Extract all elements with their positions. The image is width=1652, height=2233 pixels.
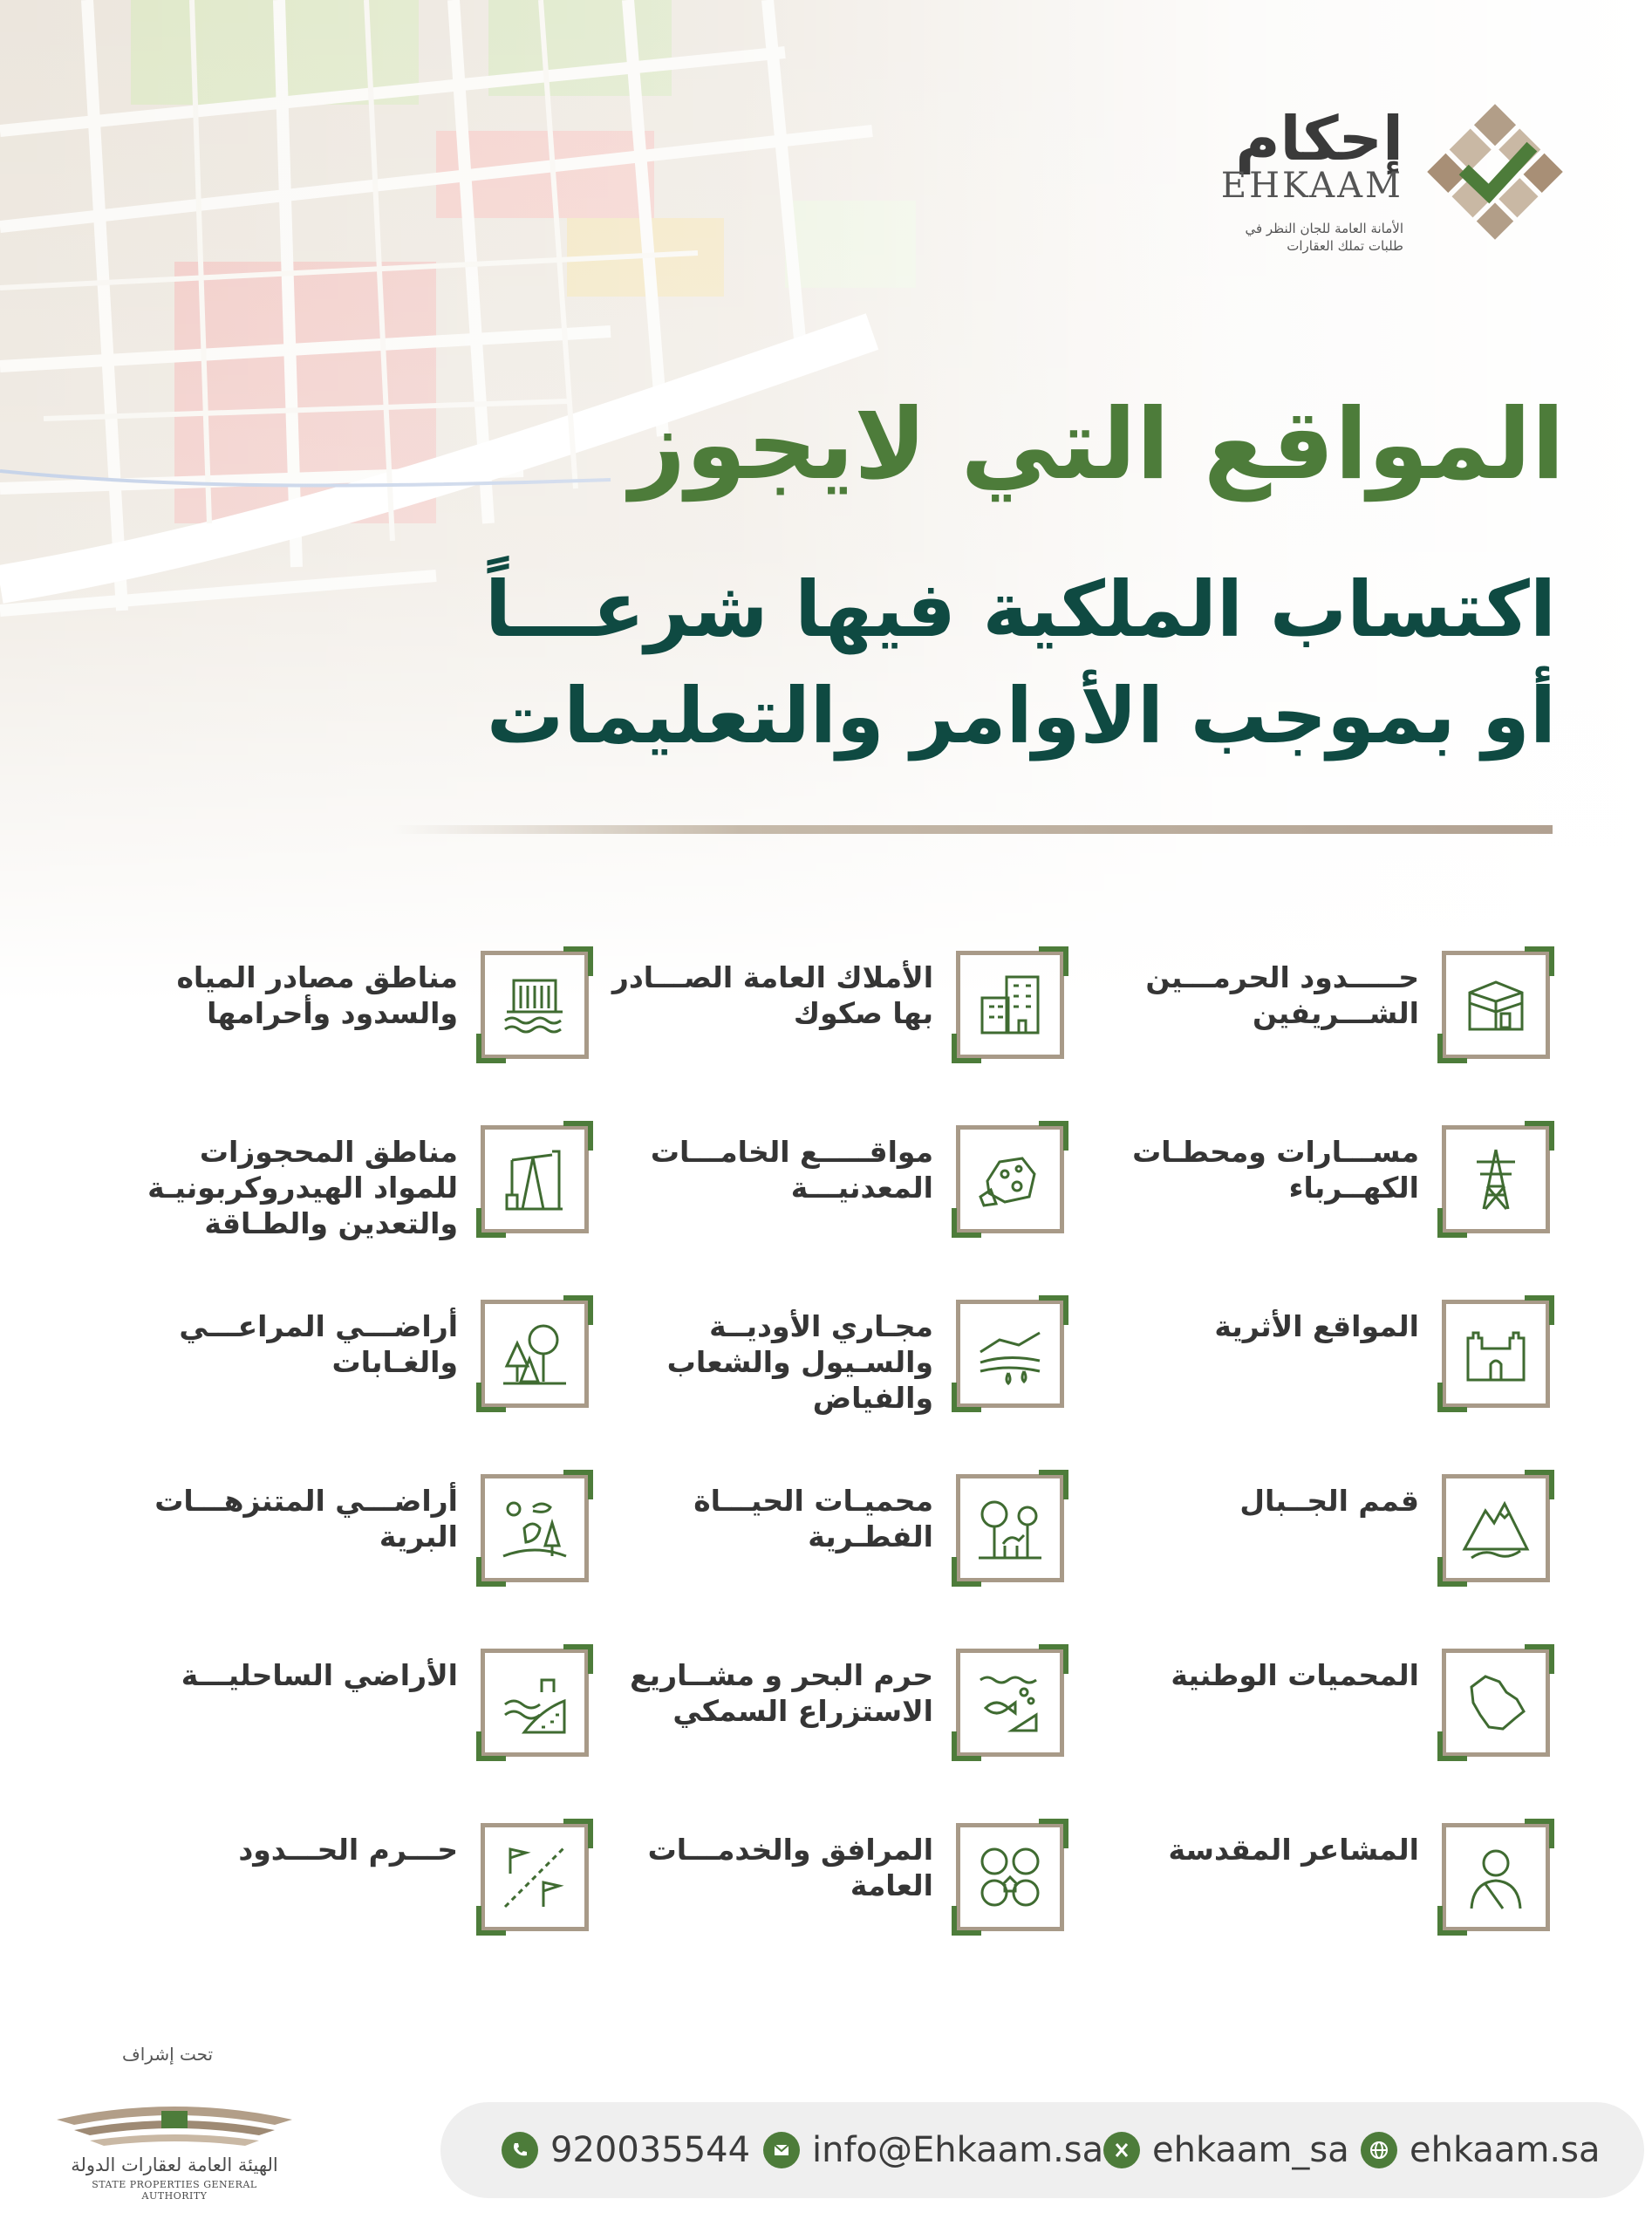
location-label: مســـارات ومحطـات الكهــرباء xyxy=(1132,1135,1419,1205)
location-item xyxy=(135,1474,589,1592)
x-handle: ehkaam_sa xyxy=(1152,2130,1349,2170)
location-label: محميـات الحيـــاة الفطـرية xyxy=(693,1484,933,1554)
location-item xyxy=(611,1125,1064,1243)
phone-icon xyxy=(502,2132,538,2168)
location-item xyxy=(135,1649,589,1766)
location-label: مواقـــــع الخامـــات المعدنيـــة xyxy=(650,1135,933,1205)
location-label: مناطق المحجوزات للمواد الهيدروكربونيـة والتعدين والطـاقة xyxy=(147,1135,458,1240)
location-item xyxy=(135,1823,589,1941)
email-address: info@Ehkaam.sa xyxy=(812,2130,1104,2170)
location-item xyxy=(1096,1125,1550,1243)
location-label: مناطق مصادر المياه والسدود وأحرامها xyxy=(176,960,458,1030)
oil-pump-icon xyxy=(498,1143,571,1216)
location-label: أراضـــي المراعـــي والغـابات xyxy=(179,1309,458,1379)
location-label: الأملاك العامة الصـــادر بها صكوك xyxy=(611,960,933,1030)
website-url: ehkaam.sa xyxy=(1410,2130,1601,2170)
minerals-icon xyxy=(973,1143,1047,1216)
mountain-icon xyxy=(1459,1492,1533,1565)
fish-farm-icon xyxy=(973,1666,1047,1739)
valley-icon xyxy=(973,1317,1047,1390)
wildlife-icon xyxy=(973,1492,1047,1565)
page-subtitle-line2: أو بموجب الأوامر والتعليمات xyxy=(486,671,1556,761)
authority-name-english: STATE PROPERTIES GENERAL AUTHORITY xyxy=(92,2179,257,2202)
location-label: حـــــدود الحرمـــين الشـــريفين xyxy=(1145,960,1419,1030)
park-icon xyxy=(498,1492,571,1565)
location-item xyxy=(611,1474,1064,1592)
location-label: المحميات الوطنية xyxy=(1171,1658,1419,1692)
location-item xyxy=(1096,1649,1550,1766)
location-item xyxy=(611,1649,1064,1766)
location-item xyxy=(1096,951,1550,1069)
location-label: المواقع الأثرية xyxy=(1214,1309,1419,1343)
x-contact[interactable] xyxy=(1103,2120,1349,2181)
location-label: أراضـــي المتنزهـــات البرية xyxy=(154,1484,458,1554)
location-item xyxy=(1096,1474,1550,1592)
fort-icon xyxy=(1459,1317,1533,1390)
saudi-map-icon xyxy=(1459,1666,1533,1739)
phone-number: 920035544 xyxy=(550,2130,751,2170)
page-title: المواقع التي لايجوز xyxy=(629,388,1565,502)
brand-tagline: الأمانة العامة للجان النظر في طلبات تملك العقارات xyxy=(1245,221,1403,254)
location-item xyxy=(135,1300,589,1417)
location-item xyxy=(135,951,589,1069)
page-subtitle-line1: اكتساب الملكية فيها شرعـــاً xyxy=(484,564,1556,654)
location-label: مجـاري الأوديــة والسـيول والشعاب والفياض xyxy=(666,1309,933,1415)
location-item xyxy=(611,1300,1064,1417)
brand-name-latin: EHKAAM xyxy=(1220,166,1403,206)
forest-icon xyxy=(498,1317,571,1390)
location-item xyxy=(1096,1300,1550,1417)
border-flags-icon xyxy=(498,1840,571,1914)
location-label: حرم البحر و مشــاريع الاستزراع السمكي xyxy=(630,1658,933,1728)
brand-name-arabic: إحكام xyxy=(1235,103,1403,174)
location-label: المرافق والخدمـــات العامة xyxy=(647,1833,933,1902)
pilgrim-icon xyxy=(1459,1840,1533,1914)
location-item xyxy=(611,1823,1064,1941)
public-services-icon xyxy=(973,1840,1047,1914)
location-item xyxy=(135,1125,589,1243)
kaaba-icon xyxy=(1459,968,1533,1041)
location-item xyxy=(611,951,1064,1069)
buildings-icon xyxy=(973,968,1047,1041)
location-item xyxy=(1096,1823,1550,1941)
phone-contact[interactable] xyxy=(502,2120,750,2181)
location-label: حـــرم الحـــدود xyxy=(238,1833,458,1867)
location-label: قمم الجــبال xyxy=(1239,1484,1419,1518)
website-contact[interactable] xyxy=(1361,2120,1600,2181)
authority-name-arabic: الهيئة العامة لعقارات الدولة xyxy=(71,2154,278,2175)
x-logo-icon xyxy=(1103,2132,1140,2168)
location-label: المشاعر المقدسة xyxy=(1168,1833,1419,1867)
globe-icon xyxy=(1361,2132,1397,2168)
ehkaam-logo xyxy=(1203,98,1569,263)
power-tower-icon xyxy=(1459,1143,1533,1216)
ehkaam-emblem-icon xyxy=(1421,98,1569,246)
location-label: الأراضي الساحليـــة xyxy=(181,1658,458,1692)
dam-icon xyxy=(498,968,571,1041)
email-icon xyxy=(763,2132,800,2168)
coast-icon xyxy=(498,1666,571,1739)
title-divider xyxy=(393,825,1553,834)
email-contact[interactable] xyxy=(763,2120,1103,2181)
supervision-label: تحت إشراف xyxy=(122,2044,214,2065)
